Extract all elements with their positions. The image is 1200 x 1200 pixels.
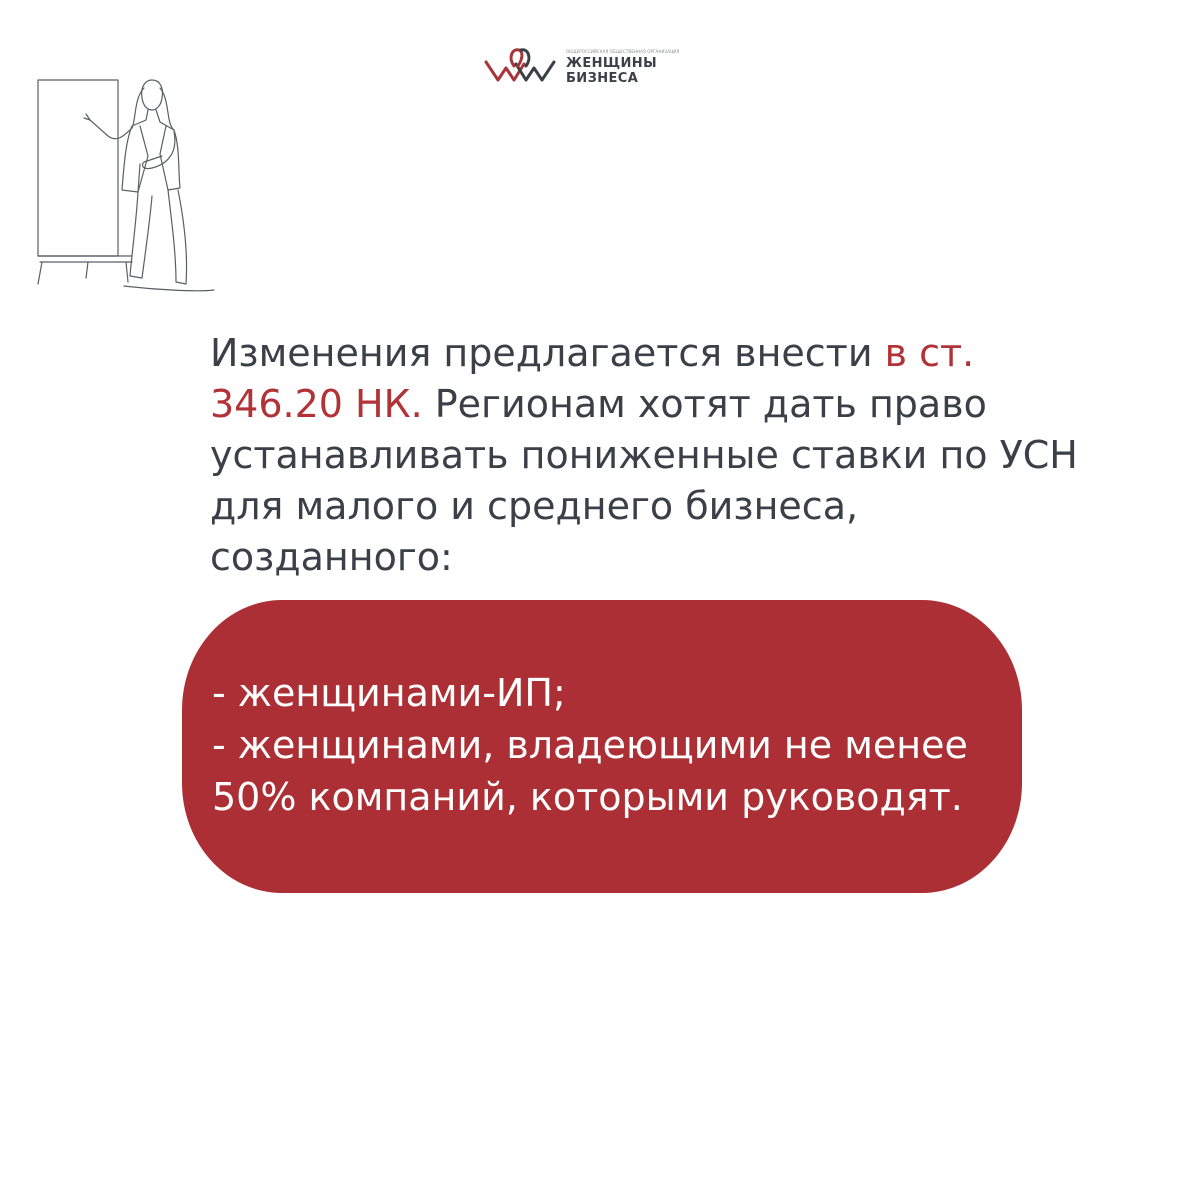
logo-mark-icon	[484, 44, 556, 90]
logo-text	[566, 49, 679, 86]
intro-text-start: Изменения предлагается внести	[210, 331, 885, 375]
intro-highlight: в ст. 346.20 НК.	[210, 331, 975, 426]
logo-name-line1: ЖЕНЩИНЫ	[566, 55, 657, 71]
logo-org-type: ОБЩЕРОССИЙСКАЯ ОБЩЕСТВЕННАЯ ОРГАНИЗАЦИЯ	[566, 48, 680, 54]
woman-legs	[168, 190, 187, 284]
flipchart-leg	[86, 262, 88, 278]
flipchart-leg	[38, 262, 42, 284]
woman-body	[122, 110, 148, 192]
callout-list	[212, 667, 1022, 823]
woman-legs	[130, 192, 152, 278]
woman-arm	[142, 132, 174, 169]
woman-body	[156, 110, 180, 190]
intro-paragraph	[210, 328, 1090, 583]
flipchart-board	[38, 80, 118, 256]
callout-item: - женщинами-ИП;	[212, 671, 566, 715]
woman-arm	[90, 120, 132, 139]
woman-head	[142, 80, 163, 110]
flipchart-leg	[126, 262, 128, 282]
floor-line	[124, 286, 214, 291]
brand-logo	[484, 44, 679, 90]
presenter-woman-icon	[28, 64, 218, 304]
callout-item: - женщинами, владеющими не менее 50% компаний, которыми руководят.	[212, 723, 968, 819]
woman-hand	[84, 114, 90, 120]
callout-box	[182, 600, 1022, 893]
logo-name-line2: БИЗНЕСА	[566, 70, 639, 86]
intro-text-end: Регионам хотят дать право устанавливать пониженные ставки по УСН для малого и среднего бизнеса, созданного:	[210, 382, 1078, 579]
